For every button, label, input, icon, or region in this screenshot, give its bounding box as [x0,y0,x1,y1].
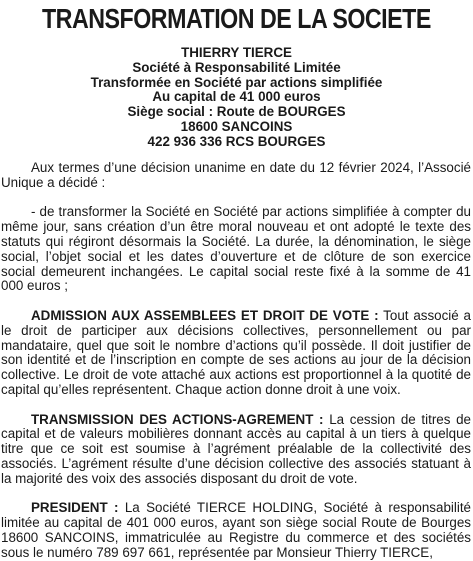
transmission-heading: TRANSMISSION DES ACTIONS-AGREMENT : [31,411,324,427]
company-name: THIERRY TIERCE [181,45,292,60]
intro-paragraph: Aux termes d’une décision unanime en date du 12 février 2024, l’Associé Unique a décidé : [1,160,471,190]
paragraph-spacer [1,294,471,309]
notice-body [1,161,471,561]
notice-title: TRANSFORMATION DE LA SOCIETE [41,3,431,34]
admission-heading: ADMISSION AUX ASSEMBLEES ET DROIT DE VOTE : [31,307,379,323]
company-capital: Au capital de 41 000 euros [152,89,321,105]
paragraph-spacer [1,191,471,206]
president-text: La Société TIERCE HOLDING, Société à responsabilité limitée au capital de 401 000 euros, ayant son siège social Route de Bourges 18600 SANCOINS, immatriculée au Registre du commerce et des sociétés sous le numéro 789 697 661, représentée par Monsieur Thierry TIERCE, [1,500,471,560]
company-rcs: 422 936 336 RCS BOURGES [147,133,326,149]
admission-text: Tout associé a le droit de participer aux décisions collectives, personnellement ou par mandataire, quel que soit le nombre d’actions qu’il possède. Il doit justifier de son identité et de l’inscription en compte de ses actions au jour de la décision collective. Le droit de vote attaché aux actions est proportionnel à la quotité de capital qu’elles représentent. Chaque action donne droit à une voix. [1,307,472,397]
admission-paragraph [1,309,471,398]
president-heading: PRESIDENT : [31,500,119,516]
decision-paragraph: - de transformer la Société en Société par actions simplifiée à compter du même jour, sans création d’un être moral nouveau et ont adopté le texte des statuts qui régiront désormais la Société. La durée, la dénomination, le siège social, l’objet social et les dates d’ouverture et de clôture de son exercice social demeurent inchangées. Le capital social reste fixé à la somme de 41 000 euros ; [1,204,471,294]
president-paragraph [1,501,471,560]
company-header [0,46,473,150]
transmission-text: La cession de titres de capital et de valeurs mobilières donnant accès au capital à un tiers à quelque titre que ce soit est soumise à l’agrément préalable de la collectivité des associés. L’agrément résulte d’une décision collective des associés statuant à la majorité des voix des associés disposant du droit de vote. [1,411,471,486]
company-seat: Siège social : Route de BOURGES [127,104,346,120]
company-city: 18600 SANCOINS [180,118,293,134]
transmission-paragraph [1,413,471,487]
company-form: Société à Responsabilité Limitée [132,59,341,75]
paragraph-spacer [1,398,471,413]
paragraph-spacer [1,487,471,502]
company-transformation: Transformée en Société par actions simplifiée [90,74,383,90]
